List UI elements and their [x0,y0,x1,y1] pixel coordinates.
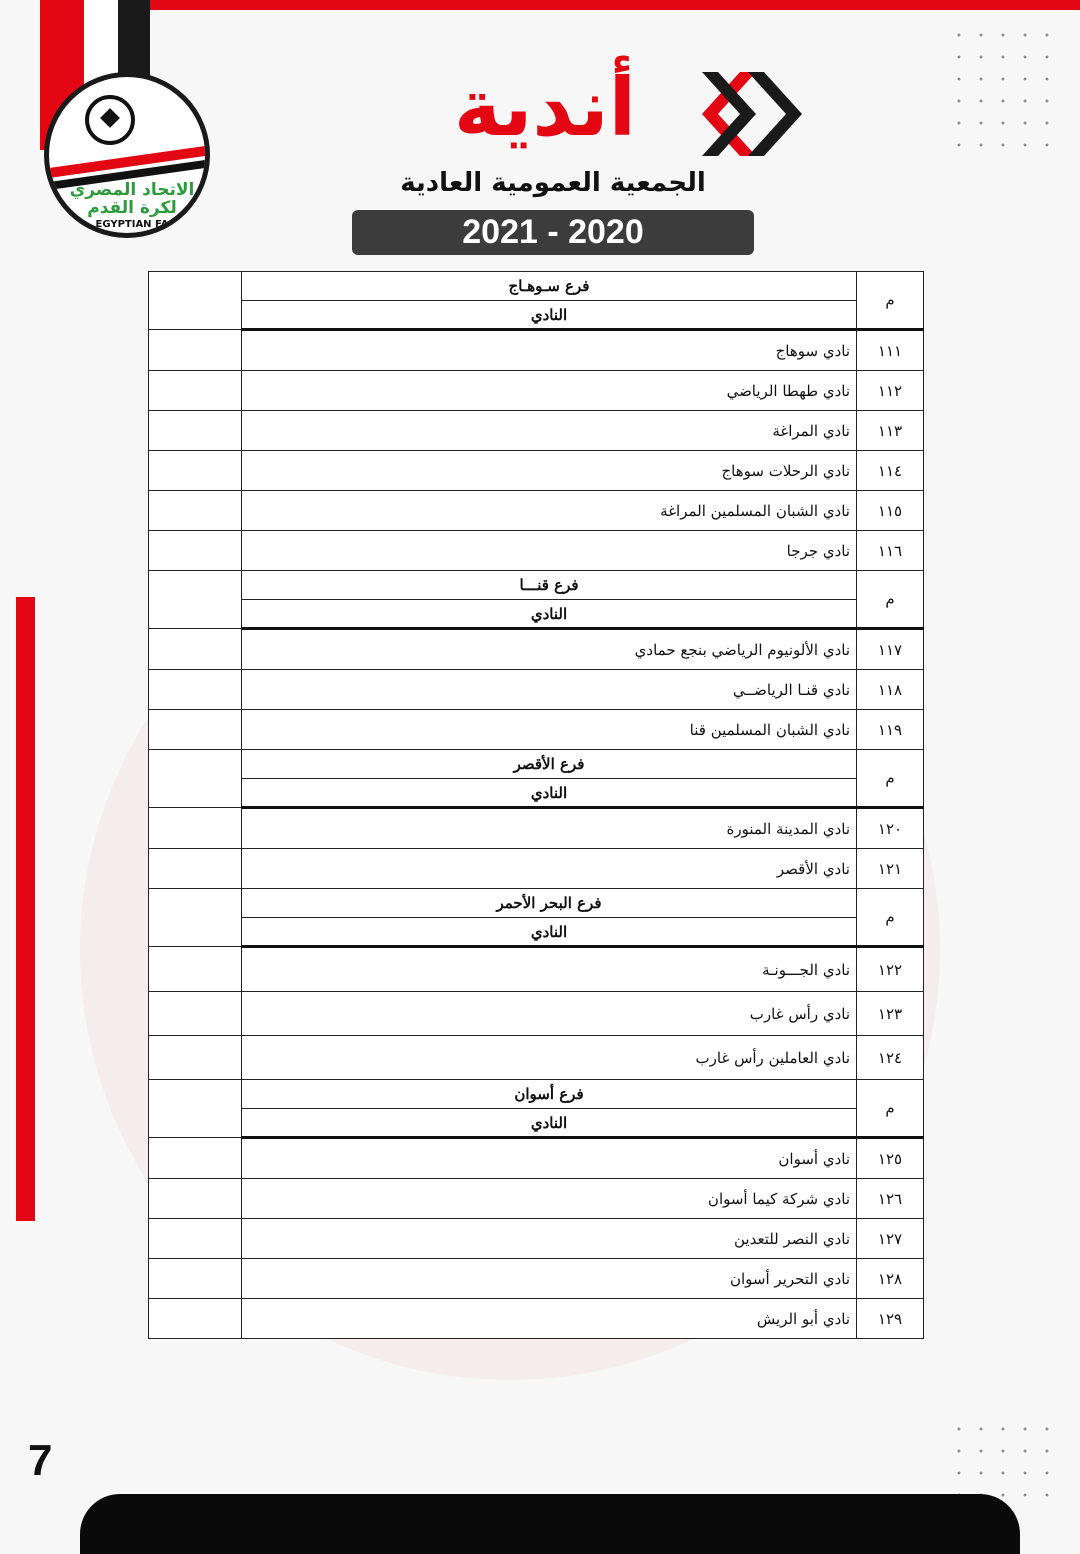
row-number: ١٢٣ [857,992,924,1036]
club-name: نادي شركة كيما أسوان [242,1179,857,1219]
row-number: ١١١ [857,330,924,371]
club-name: نادي العاملين رأس غارب [242,1036,857,1080]
row-number: ١١٣ [857,411,924,451]
empty-cell [149,629,242,670]
table-row [149,808,924,849]
empty-cell [149,710,242,750]
empty-cell [149,451,242,491]
row-number: ١١٨ [857,670,924,710]
row-number: ١٢٢ [857,947,924,992]
table-row [149,1179,924,1219]
row-number: ١٢١ [857,849,924,889]
club-header-row [149,1109,924,1138]
football-icon [85,95,135,145]
club-column-header: النادي [242,918,857,947]
empty-cell [149,1080,242,1138]
num-column-header: م [857,750,924,808]
club-name: نادي جرجا [242,531,857,571]
num-column-header: م [857,571,924,629]
club-header-row [149,600,924,629]
row-number: ١٢٤ [857,1036,924,1080]
egyptian-fa-logo [44,72,210,238]
empty-cell [149,1179,242,1219]
row-number: ١١٩ [857,710,924,750]
branch-name: فرع سـوهـاج [242,272,857,301]
table-row [149,1138,924,1179]
club-header-row [149,918,924,947]
branch-header-row [149,750,924,779]
logo-arabic-text: الاتحاد المصري لكرة القدم [69,180,195,218]
double-chevron-icon [700,72,804,156]
branch-header-row [149,272,924,301]
empty-cell [149,1219,242,1259]
empty-cell [149,531,242,571]
club-header-row [149,779,924,808]
club-column-header: النادي [242,301,857,330]
club-name: نادي الشبان المسلمين قنا [242,710,857,750]
empty-cell [149,371,242,411]
dot-pattern-top [948,24,1058,154]
top-red-line [150,0,1080,10]
table-row [149,411,924,451]
row-number: ١٢٠ [857,808,924,849]
empty-cell [149,571,242,629]
row-number: ١٢٥ [857,1138,924,1179]
table-row [149,491,924,531]
side-red-bar [16,597,35,1221]
table-row [149,849,924,889]
table-row [149,531,924,571]
empty-cell [149,947,242,992]
table-row [149,1036,924,1080]
club-column-header: النادي [242,1109,857,1138]
table-row [149,451,924,491]
row-number: ١٢٩ [857,1299,924,1339]
empty-cell [149,992,242,1036]
row-number: ١٢٧ [857,1219,924,1259]
club-name: نادي الجـــونـة [242,947,857,992]
table-row [149,992,924,1036]
row-number: ١١٥ [857,491,924,531]
row-number: ١١٦ [857,531,924,571]
table-row [149,371,924,411]
empty-cell [149,272,242,330]
empty-cell [149,1259,242,1299]
empty-cell [149,808,242,849]
club-name: نادي الرحلات سوهاج [242,451,857,491]
club-name: نادي رأس غارب [242,992,857,1036]
clubs-table [148,271,924,1339]
row-number: ١١٤ [857,451,924,491]
club-column-header: النادي [242,779,857,808]
branch-header-row [149,571,924,600]
branch-name: فرع البحر الأحمر [242,889,857,918]
page-title: أندية [453,61,637,154]
branch-header-row [149,1080,924,1109]
logo-english-text: EGYPTIAN FA [95,219,169,230]
row-number: ١٢٨ [857,1259,924,1299]
club-name: نادي النصر للتعدين [242,1219,857,1259]
club-name: نادي أسوان [242,1138,857,1179]
table-row [149,629,924,670]
club-name: نادي طهطا الرياضي [242,371,857,411]
page-number: 7 [28,1436,53,1485]
table-row [149,1259,924,1299]
num-column-header: م [857,1080,924,1138]
empty-cell [149,1299,242,1339]
club-name: نادي المراغة [242,411,857,451]
table-row [149,710,924,750]
row-number: ١١٧ [857,629,924,670]
club-name: نادي المدينة المنورة [242,808,857,849]
num-column-header: م [857,272,924,330]
table-row [149,330,924,371]
club-name: نادي أبو الريش [242,1299,857,1339]
empty-cell [149,491,242,531]
row-number: ١٢٦ [857,1179,924,1219]
branch-name: فرع أسوان [242,1080,857,1109]
empty-cell [149,1036,242,1080]
empty-cell [149,849,242,889]
table-row [149,1299,924,1339]
branch-header-row [149,889,924,918]
club-name: نادي الشبان المسلمين المراغة [242,491,857,531]
empty-cell [149,670,242,710]
club-name: نادي قنـا الرياضــي [242,670,857,710]
club-name: نادي سوهاج [242,330,857,371]
table-row [149,1219,924,1259]
club-name: نادي التحرير أسوان [242,1259,857,1299]
empty-cell [149,889,242,947]
empty-cell [149,1138,242,1179]
branch-name: فرع قنـــا [242,571,857,600]
branch-name: فرع الأقصر [242,750,857,779]
club-header-row [149,301,924,330]
page-subtitle: الجمعية العمومية العادية [400,168,706,198]
empty-cell [149,411,242,451]
empty-cell [149,330,242,371]
table-row [149,947,924,992]
row-number: ١١٢ [857,371,924,411]
num-column-header: م [857,889,924,947]
club-name: نادي الأقصر [242,849,857,889]
club-column-header: النادي [242,600,857,629]
season-badge: 2021 - 2020 [352,210,754,255]
table-row [149,670,924,710]
empty-cell [149,750,242,808]
bottom-black-bar [80,1494,1020,1554]
club-name: نادي الألونيوم الرياضي بنجع حمادي [242,629,857,670]
